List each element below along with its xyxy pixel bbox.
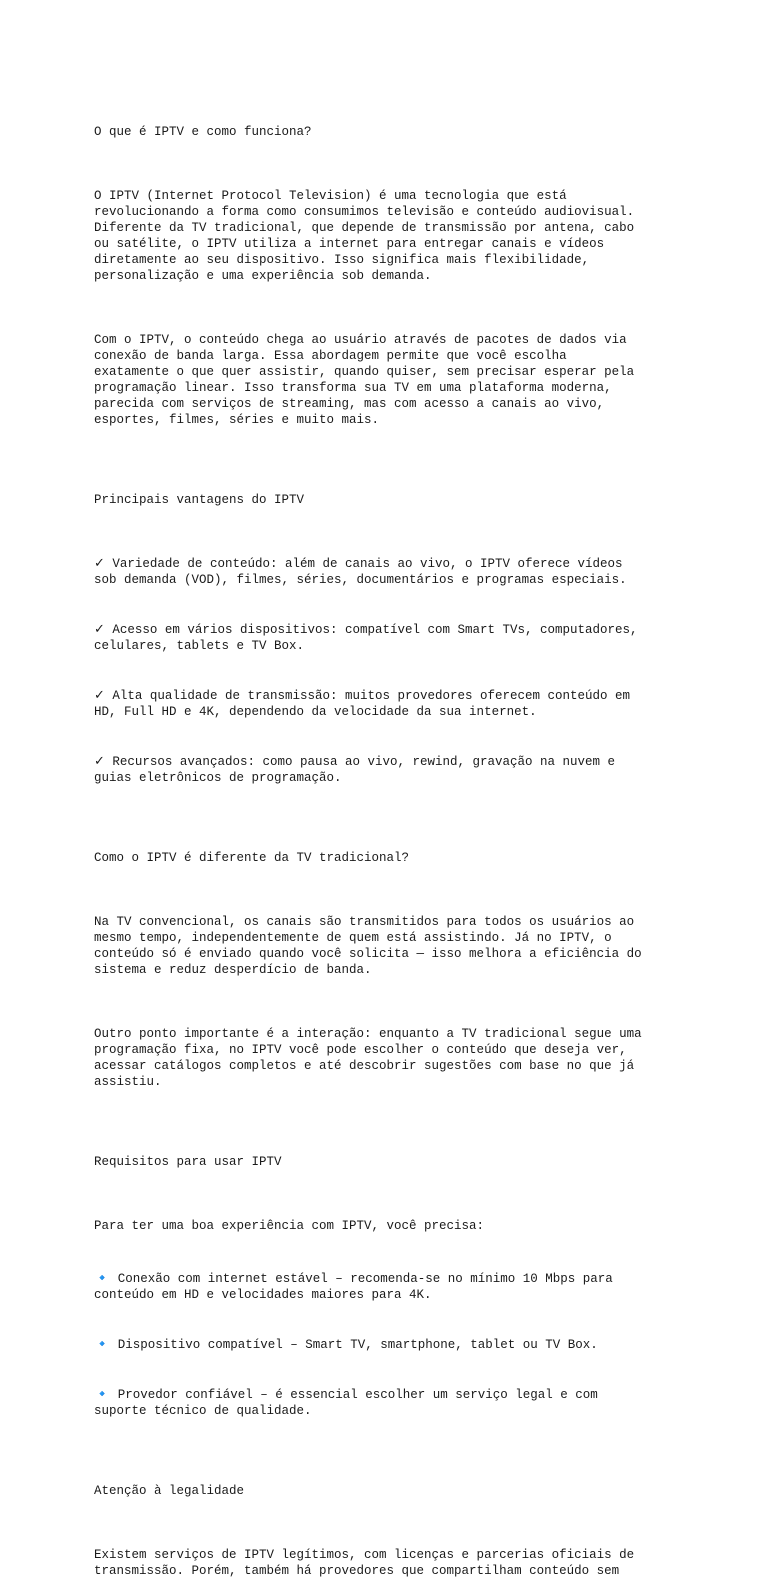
advantage-item — [94, 688, 674, 720]
comparison-paragraph-1: Na TV convencional, os canais são transmitidos para todos os usuários ao mesmo tempo, independentemente de quem está assistindo. Já no IPTV, o conteúdo só é enviado quando você solicita — isso melhora a eficiência do sistema e reduz desperdício de banda. — [94, 915, 642, 977]
requirement-text: Provedor confiável – é essencial escolher um serviço legal e com suporte técnico de qualidade. — [94, 1388, 598, 1418]
requirement-item — [94, 1387, 674, 1419]
comparison-paragraph-2: Outro ponto importante é a interação: enquanto a TV tradicional segue uma programação fixa, no IPTV você pode escolher o conteúdo que deseja ver, acessar catálogos completos e até descobrir sugestões com base no que já assistiu. — [94, 1027, 642, 1089]
check-icon: ✓ — [94, 556, 105, 571]
requirement-text: Conexão com internet estável – recomenda-se no mínimo 10 Mbps para conteúdo em HD e velocidades maiores para 4K. — [94, 1272, 613, 1302]
advantages-heading: Principais vantagens do IPTV — [94, 493, 305, 507]
requirement-text: Dispositivo compatível – Smart TV, smartphone, tablet ou TV Box. — [117, 1338, 598, 1352]
advantage-item — [94, 754, 674, 786]
legality-heading: Atenção à legalidade — [94, 1484, 245, 1498]
diamond-icon: 🔹 — [94, 1271, 111, 1286]
advantage-text: Alta qualidade de transmissão: muitos provedores oferecem conteúdo em HD, Full HD e 4K, dependendo da velocidade da sua internet. — [94, 689, 631, 719]
intro-paragraph: O IPTV (Internet Protocol Television) é uma tecnologia que está revolucionando a forma como consumimos televisão e conteúdo audiovisual. Diferente da TV tradicional, que depende de transmissão por antena, cabo ou satélite, o IPTV utiliza a internet para entregar canais e vídeos diretamente ao seu dispositivo. Isso significa mais flexibilidade, personalização e uma experiência sob demanda. — [94, 189, 635, 283]
advantage-item — [94, 556, 674, 588]
how-it-works-paragraph: Com o IPTV, o conteúdo chega ao usuário através de pacotes de dados via conexão de banda larga. Essa abordagem permite que você escolha exatamente o que quer assistir, quando quiser, sem precisar esperar pela programação linear. Isso transforma sua TV em uma plataforma moderna, parecida com serviços de streaming, mas com acesso a canais ao vivo, esportes, filmes, séries e muito mais. — [94, 333, 635, 427]
requirement-item — [94, 1271, 674, 1303]
advantage-item — [94, 622, 674, 654]
check-icon: ✓ — [94, 622, 105, 637]
check-icon: ✓ — [94, 754, 105, 769]
legality-paragraph: Existem serviços de IPTV legítimos, com licenças e parcerias oficiais de transmissão. Porém, também há provedores que compartilham conteúdo sem — [94, 1548, 635, 1578]
document-page — [94, 92, 674, 1595]
check-icon: ✓ — [94, 688, 105, 703]
requirement-item — [94, 1337, 674, 1353]
comparison-heading: Como o IPTV é diferente da TV tradicional? — [94, 851, 410, 865]
requirements-intro: Para ter uma boa experiência com IPTV, você precisa: — [94, 1219, 485, 1233]
title-heading: O que é IPTV e como funciona? — [94, 125, 312, 139]
requirements-heading: Requisitos para usar IPTV — [94, 1155, 282, 1169]
diamond-icon: 🔹 — [94, 1337, 111, 1352]
advantage-text: Recursos avançados: como pausa ao vivo, rewind, gravação na nuvem e guias eletrônicos de programação. — [94, 755, 616, 785]
diamond-icon: 🔹 — [94, 1387, 111, 1402]
advantage-text: Acesso em vários dispositivos: compatível com Smart TVs, computadores, celulares, tablets e TV Box. — [94, 623, 638, 653]
advantage-text: Variedade de conteúdo: além de canais ao vivo, o IPTV oferece vídeos sob demanda (VOD), filmes, séries, documentários e programas especiais. — [94, 557, 627, 587]
